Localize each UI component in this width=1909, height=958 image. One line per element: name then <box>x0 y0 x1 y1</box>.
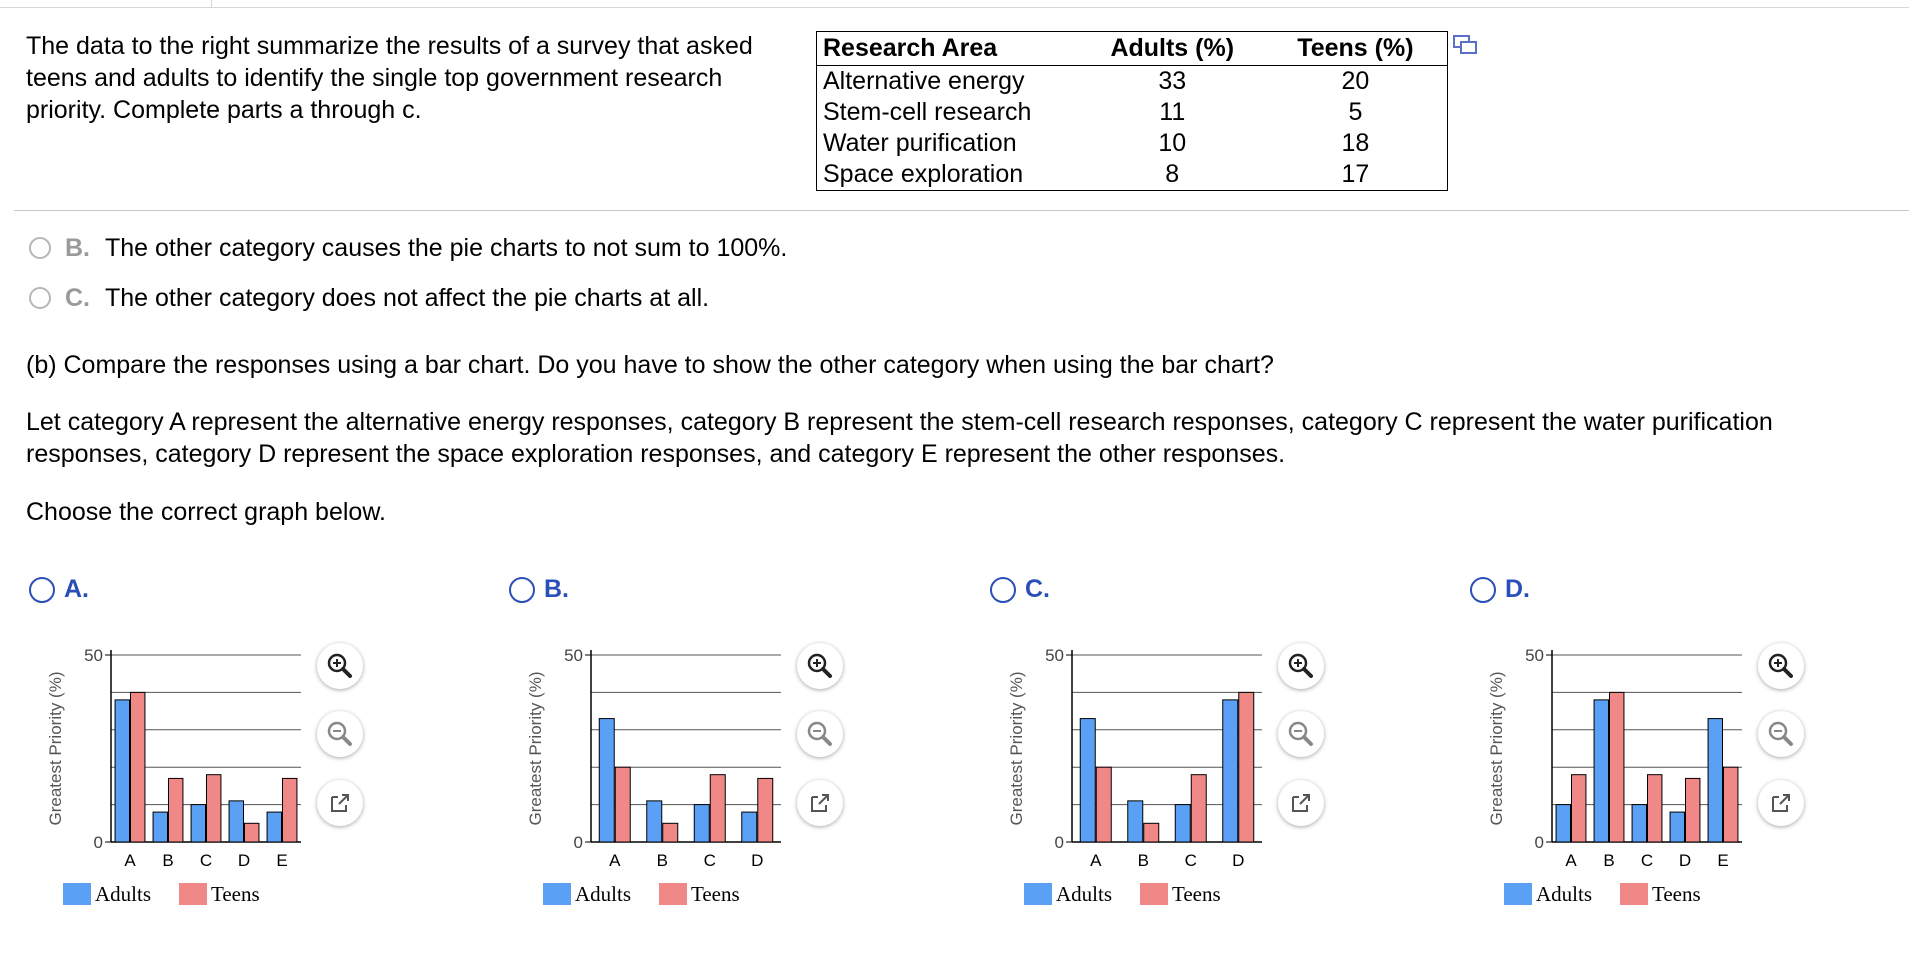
table-cell: 11 <box>1159 98 1186 126</box>
option-text: The other category causes the pie charts to not sum to 100%. <box>105 234 788 262</box>
column-header: Adults (%) <box>1081 32 1264 66</box>
legend-swatch-teens <box>179 883 207 905</box>
table-cell: 20 <box>1341 67 1370 95</box>
x-tick-label: A <box>124 851 136 870</box>
option-letter: C. <box>65 284 90 312</box>
x-tick-label: C <box>1640 851 1654 870</box>
bar-adults <box>1556 805 1570 842</box>
zoom-out-button[interactable] <box>1278 711 1324 757</box>
bar-teens <box>1191 775 1206 842</box>
legend-swatch-adults <box>1024 883 1052 905</box>
zoom-in-button[interactable] <box>1758 643 1804 689</box>
choice-label: D. <box>1505 575 1530 603</box>
bar-adults <box>742 812 757 842</box>
choice-radio-row[interactable] <box>509 575 569 604</box>
part-b-instruction: Let category A represent the alternative energy responses, category B represent the stem-cell research responses, category C represent the water purification responses, category D represent the space exploration responses, and category E represent the other responses. <box>26 408 1773 468</box>
x-tick-label: E <box>1717 851 1729 870</box>
table-cell: Alternative energy <box>823 67 1025 95</box>
popout-button[interactable] <box>1278 780 1324 826</box>
popout-icon <box>1758 780 1804 826</box>
bar-chart <box>509 625 949 915</box>
intro-text: The data to the right summarize the results of a survey that asked teens and adults to identify the single top government research priority. Complete parts a through c. <box>26 32 753 124</box>
choice-radio-row[interactable] <box>990 575 1050 604</box>
bar-teens <box>1144 823 1159 842</box>
table-row <box>817 128 1448 159</box>
legend-swatch-teens <box>1140 883 1168 905</box>
bar-teens <box>207 775 221 842</box>
bar-adults <box>647 801 662 842</box>
bar-teens <box>615 767 630 842</box>
x-tick-label: A <box>609 851 621 870</box>
table-row <box>817 159 1448 191</box>
y-tick-label: 50 <box>564 646 583 665</box>
popout-button[interactable] <box>317 780 363 826</box>
y-axis-label: Greatest Priority (%) <box>526 671 545 826</box>
table-cell: 18 <box>1341 129 1370 157</box>
zoom-in-button[interactable] <box>1278 643 1324 689</box>
popout-icon <box>1278 780 1324 826</box>
bar-adults <box>153 812 167 842</box>
y-tick-label: 0 <box>1534 833 1544 852</box>
bar-teens <box>1648 775 1662 842</box>
bar-adults <box>115 700 129 842</box>
choice-c <box>990 575 1430 915</box>
bar-adults <box>1632 805 1646 842</box>
bar-teens <box>758 778 773 842</box>
x-tick-label: A <box>1090 851 1102 870</box>
table-cell: 5 <box>1348 98 1363 126</box>
zoom-out-button[interactable] <box>797 711 843 757</box>
legend-label: Adults <box>1536 882 1593 906</box>
option-text: The other category does not affect the pie charts at all. <box>105 284 710 312</box>
choice-radio[interactable] <box>509 577 535 603</box>
table-row <box>817 97 1448 128</box>
bar-teens <box>1686 778 1700 842</box>
legend-label: Adults <box>95 882 152 906</box>
bar-teens <box>131 692 145 842</box>
legend-swatch-teens <box>1620 883 1648 905</box>
bar-teens <box>1572 775 1586 842</box>
y-axis-label: Greatest Priority (%) <box>1007 671 1026 826</box>
bar-teens <box>710 775 725 842</box>
zoom-in-icon <box>797 643 843 689</box>
column-header: Research Area <box>817 32 1081 66</box>
legend-swatch-adults <box>63 883 91 905</box>
table-cell: Space exploration <box>823 160 1024 188</box>
y-axis-label: Greatest Priority (%) <box>1487 671 1506 826</box>
legend-label: Teens <box>1652 882 1701 906</box>
bar-adults <box>1080 719 1095 842</box>
bar-adults <box>1223 700 1238 842</box>
choice-a <box>29 575 469 915</box>
choice-radio-row[interactable] <box>29 575 89 604</box>
y-tick-label: 0 <box>93 833 103 852</box>
popout-icon <box>317 780 363 826</box>
bar-teens <box>169 778 183 842</box>
y-tick-label: 0 <box>573 833 583 852</box>
bar-adults <box>1708 719 1722 842</box>
x-tick-label: B <box>656 851 668 870</box>
survey-data-table <box>816 31 1448 191</box>
legend-label: Teens <box>691 882 740 906</box>
table-cell: 17 <box>1341 160 1370 188</box>
choice-b <box>509 575 949 915</box>
x-tick-label: D <box>237 851 251 870</box>
y-tick-label: 0 <box>1054 833 1064 852</box>
bar-teens <box>663 823 678 842</box>
bar-teens <box>245 823 259 842</box>
bar-adults <box>229 801 243 842</box>
popout-button[interactable] <box>1758 780 1804 826</box>
y-tick-label: 50 <box>84 646 103 665</box>
legend-swatch-adults <box>543 883 571 905</box>
choice-radio[interactable] <box>990 577 1016 603</box>
x-tick-label: C <box>1184 851 1197 870</box>
expand-table-icon[interactable] <box>1452 33 1478 57</box>
bar-teens <box>1724 767 1738 842</box>
radio-option-c[interactable] <box>29 287 51 309</box>
bar-adults <box>1175 805 1190 842</box>
table-cell: Water purification <box>823 129 1017 157</box>
zoom-out-icon <box>1758 711 1804 757</box>
bar-adults <box>267 812 281 842</box>
legend-label: Adults <box>1056 882 1113 906</box>
zoom-in-icon <box>1758 643 1804 689</box>
bar-teens <box>283 778 297 842</box>
option-c-row[interactable] <box>29 283 709 313</box>
x-tick-label: E <box>276 851 288 870</box>
popout-icon <box>797 780 843 826</box>
choice-radio-row[interactable] <box>1470 575 1530 604</box>
popout-button[interactable] <box>797 780 843 826</box>
zoom-out-icon <box>317 711 363 757</box>
table-row <box>817 66 1448 98</box>
bar-teens <box>1239 692 1254 842</box>
part-b-prompt: Choose the correct graph below. <box>26 498 386 526</box>
choice-label: B. <box>544 575 569 603</box>
zoom-out-icon <box>1278 711 1324 757</box>
zoom-out-button[interactable] <box>1758 711 1804 757</box>
option-b-row[interactable] <box>29 233 787 263</box>
zoom-in-button[interactable] <box>317 643 363 689</box>
choice-label: C. <box>1025 575 1050 603</box>
bar-teens <box>1610 692 1624 842</box>
y-axis-label: Greatest Priority (%) <box>46 671 65 826</box>
choice-label: A. <box>64 575 89 603</box>
legend-label: Adults <box>575 882 632 906</box>
bar-adults <box>1594 700 1608 842</box>
table-cell: 33 <box>1158 67 1187 95</box>
bar-adults <box>191 805 205 842</box>
part-b-question: (b) Compare the responses using a bar chart. Do you have to show the other category when using the bar chart? <box>26 351 1274 379</box>
bar-chart <box>29 625 469 915</box>
zoom-out-button[interactable] <box>317 711 363 757</box>
legend-swatch-adults <box>1504 883 1532 905</box>
bar-adults <box>694 805 709 842</box>
bar-adults <box>1670 812 1684 842</box>
legend-swatch-teens <box>659 883 687 905</box>
scroll-divider <box>14 210 1909 211</box>
legend-label: Teens <box>211 882 260 906</box>
table-cell: Stem-cell research <box>823 98 1032 126</box>
x-tick-label: D <box>1232 851 1245 870</box>
bar-chart <box>1470 625 1909 915</box>
column-header: Teens (%) <box>1264 32 1448 66</box>
x-tick-label: A <box>1565 851 1577 870</box>
y-tick-label: 50 <box>1045 646 1064 665</box>
x-tick-label: B <box>1603 851 1615 870</box>
zoom-in-icon <box>1278 643 1324 689</box>
zoom-in-button[interactable] <box>797 643 843 689</box>
table-cell: 8 <box>1165 160 1180 188</box>
x-tick-label: D <box>751 851 764 870</box>
x-tick-label: B <box>162 851 174 870</box>
zoom-in-icon <box>317 643 363 689</box>
choice-d <box>1470 575 1909 915</box>
choice-radio[interactable] <box>1470 577 1496 603</box>
x-tick-label: C <box>703 851 716 870</box>
x-tick-label: B <box>1137 851 1149 870</box>
x-tick-label: D <box>1678 851 1692 870</box>
choice-radio[interactable] <box>29 577 55 603</box>
top-divider-tick <box>211 0 212 7</box>
bar-chart <box>990 625 1430 915</box>
radio-option-b[interactable] <box>29 237 51 259</box>
y-tick-label: 50 <box>1525 646 1544 665</box>
option-letter: B. <box>65 234 90 262</box>
x-tick-label: C <box>199 851 213 870</box>
legend-label: Teens <box>1172 882 1221 906</box>
bar-teens <box>1096 767 1111 842</box>
table-cell: 10 <box>1158 129 1187 157</box>
bar-adults <box>599 719 614 842</box>
zoom-out-icon <box>797 711 843 757</box>
bar-adults <box>1128 801 1143 842</box>
table-header-row <box>817 32 1448 66</box>
top-divider <box>0 7 1909 8</box>
